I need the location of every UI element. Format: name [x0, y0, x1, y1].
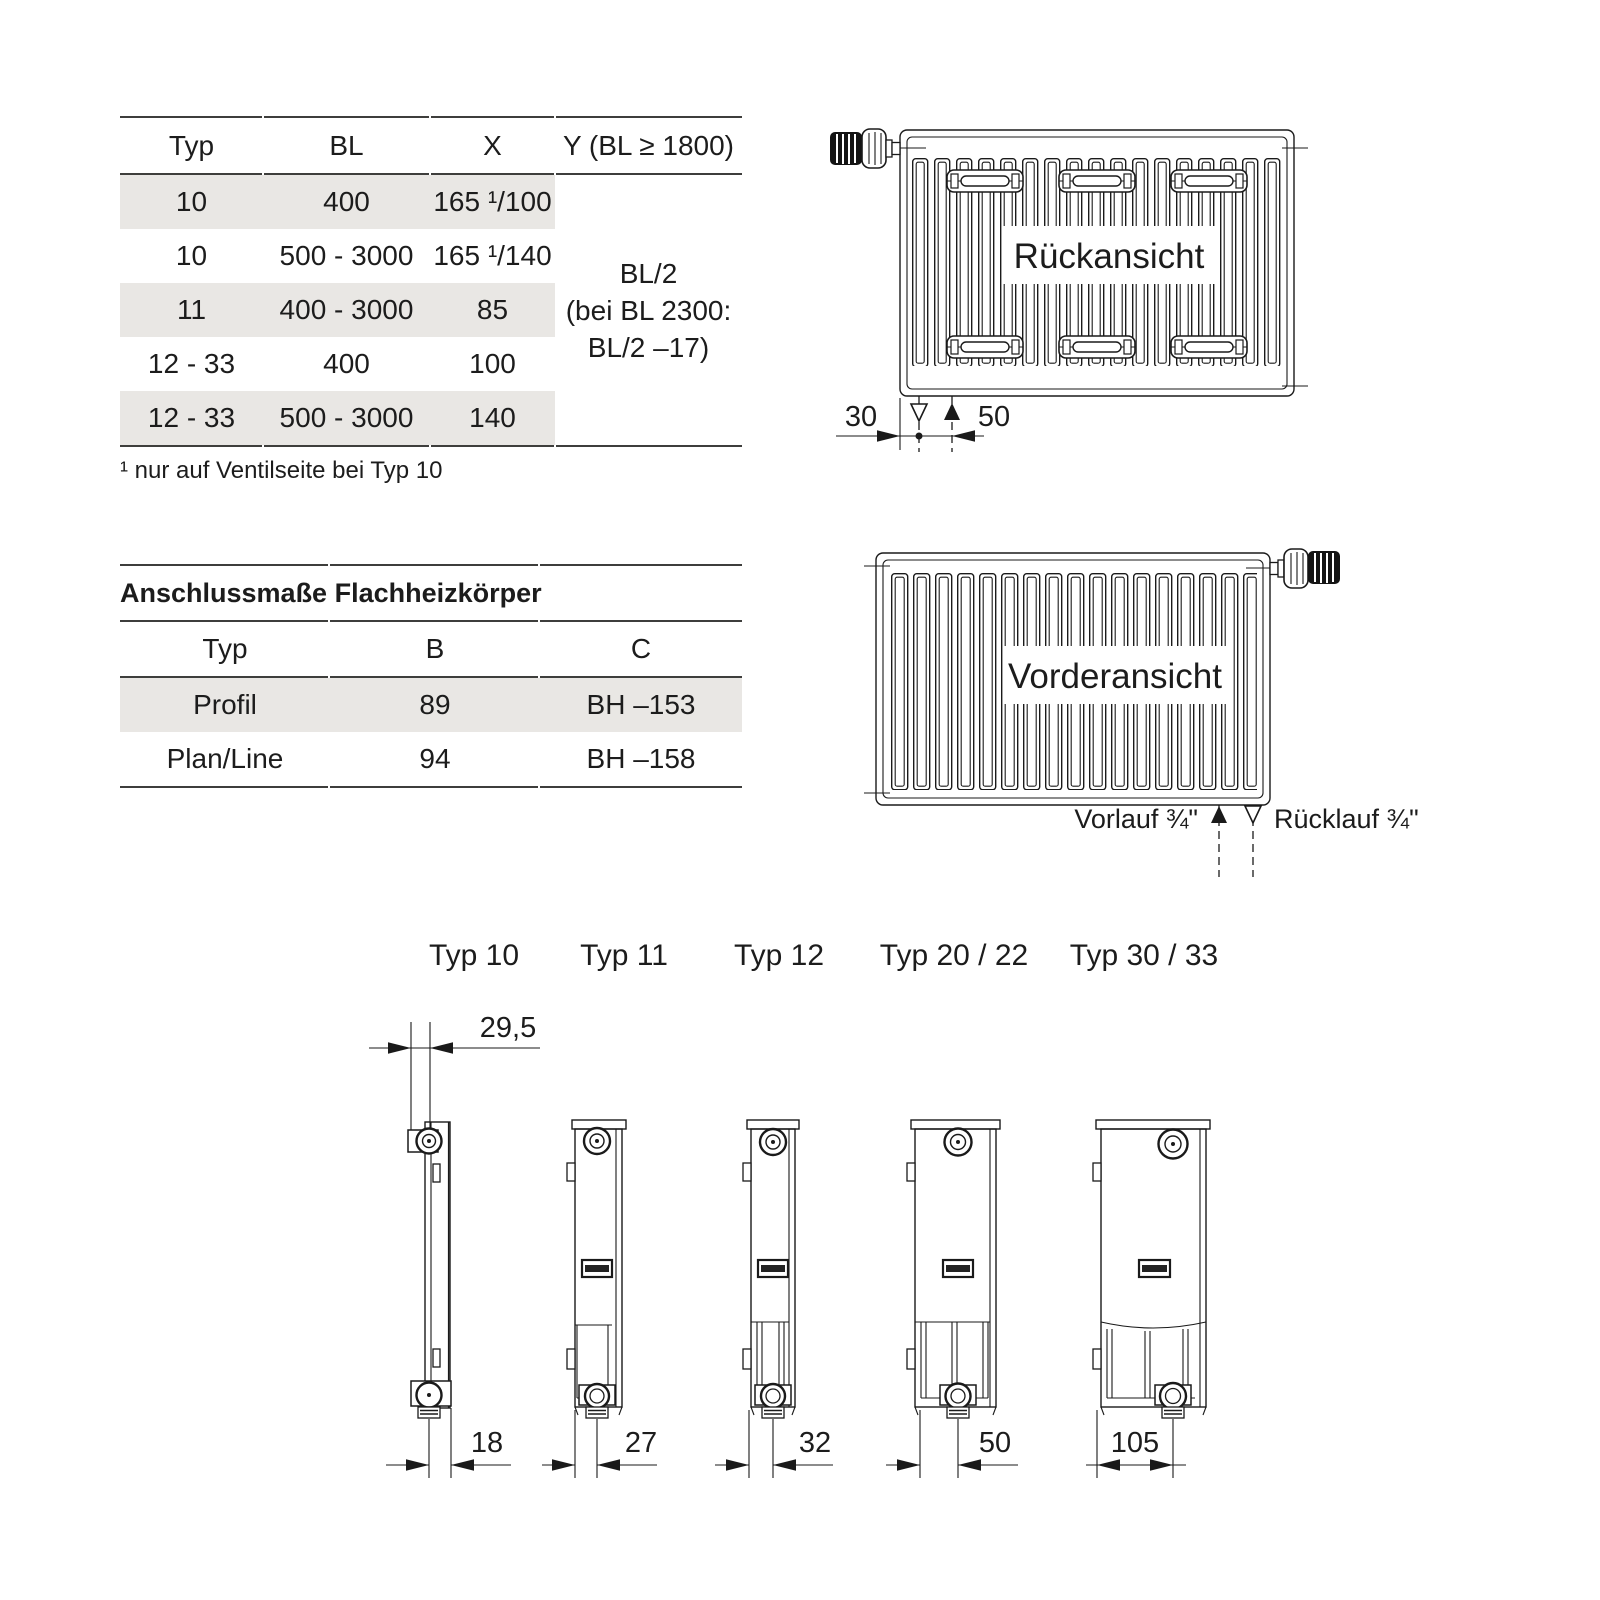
table-row	[120, 678, 742, 732]
foot-plug	[762, 1407, 784, 1418]
cell-typ: 12 - 33	[147, 402, 236, 433]
valve-dimensions-table	[120, 116, 742, 448]
rear-view-label: Rückansicht	[1013, 237, 1205, 276]
cell-b: 89	[419, 689, 451, 720]
return-flow-triangle-icon	[1245, 806, 1261, 823]
cell-bl: 500 - 3000	[279, 402, 414, 433]
dim-50: 50	[978, 1427, 1012, 1459]
cell-x: 140	[469, 402, 516, 433]
mounting-bracket	[1171, 336, 1247, 358]
front-view-drawing	[830, 520, 1430, 885]
wall-bracket-tab	[433, 1349, 440, 1367]
vorlauf-label: Vorlauf ¾"	[1074, 804, 1198, 834]
cell-x: 165 ¹/140	[433, 240, 552, 271]
table1-header-x: X	[483, 129, 502, 161]
flow-return-annotation	[1074, 804, 1418, 877]
y-merged-line1: BL/2	[619, 257, 678, 289]
radiator-body	[900, 130, 1308, 396]
typ10-label: Typ 10	[428, 939, 520, 972]
wall-bracket-tab	[567, 1163, 575, 1181]
dim-50: 50	[977, 401, 1011, 433]
supply-flow-triangle-icon	[1211, 806, 1227, 823]
table2-top-rule	[120, 564, 742, 566]
cross-section-typ10	[369, 1012, 540, 1478]
table2-header-typ: Typ	[202, 633, 248, 664]
table1-header-typ: Typ	[168, 129, 215, 161]
top-grille	[1096, 1120, 1210, 1129]
table-row	[120, 337, 555, 391]
table-row	[120, 732, 742, 786]
depth-dimension-18	[386, 1408, 511, 1478]
typ2022-label: Typ 20 / 22	[879, 939, 1029, 972]
brand-badge	[582, 1260, 612, 1277]
bottom-tips	[1101, 1407, 1206, 1415]
wall-bracket-tab	[743, 1163, 751, 1181]
table2-header-c: C	[630, 633, 652, 664]
mounting-bracket	[1059, 170, 1135, 192]
foot-plug	[1162, 1407, 1184, 1418]
mounting-bracket	[1059, 336, 1135, 358]
table1-header-bl: BL	[329, 129, 364, 161]
reference-tick-marks	[864, 566, 890, 793]
rear-view-drawing	[780, 105, 1340, 465]
wall-bracket-tab	[433, 1164, 440, 1182]
wall-bracket-tab	[1093, 1163, 1101, 1181]
cross-section-typ11	[542, 1120, 657, 1478]
cell-typ: 12 - 33	[147, 348, 236, 379]
cell-bl: 400	[323, 186, 370, 217]
cell-typ: 10	[175, 186, 208, 217]
cell-bl: 400	[323, 348, 370, 379]
wall-bracket-tab	[907, 1163, 915, 1181]
y-merged-line3: BL/2 –17)	[587, 331, 710, 363]
brand-badge	[758, 1260, 788, 1277]
cell-b: 94	[419, 743, 451, 774]
dim-30: 30	[844, 401, 878, 433]
front-view-label: Vorderansicht	[1007, 657, 1223, 696]
radiator-body	[864, 553, 1270, 805]
thermostat-valve	[830, 129, 926, 168]
cell-typ: Profil	[193, 689, 257, 720]
table-row	[120, 175, 555, 229]
wall-bracket-tab	[567, 1349, 575, 1369]
table-row	[120, 391, 555, 445]
cell-typ: 10	[175, 240, 208, 271]
depth-dimension-105	[1086, 1410, 1186, 1478]
cross-section-typ12	[715, 1120, 833, 1478]
cell-typ: Plan/Line	[166, 743, 284, 774]
depth-dimension-50	[886, 1410, 1018, 1478]
cell-c: BH –158	[586, 743, 696, 774]
cell-x: 100	[469, 348, 516, 379]
table-row	[120, 283, 555, 337]
thermostat-valve	[1246, 549, 1340, 588]
foot-plug	[586, 1407, 608, 1418]
table1-footnote: ¹ nur auf Ventilseite bei Typ 10	[120, 457, 443, 484]
table2-header-b: B	[425, 633, 445, 664]
typ3033-label: Typ 30 / 33	[1069, 939, 1219, 972]
wall-bracket-tab	[907, 1349, 915, 1369]
dim-32: 32	[798, 1427, 832, 1459]
cross-section-typ3033	[1086, 1120, 1210, 1478]
connection-dimensions-table	[120, 562, 742, 790]
reference-tick-marks	[1282, 148, 1308, 386]
foot-plug	[947, 1407, 969, 1418]
foot-plug	[418, 1407, 440, 1418]
dim-105: 105	[1110, 1427, 1160, 1459]
cross-section-typ2022	[886, 1120, 1018, 1478]
cell-x: 85	[476, 294, 509, 325]
cross-sections-drawing	[340, 900, 1330, 1500]
table-row	[120, 229, 555, 283]
wall-bracket-tab	[1093, 1349, 1101, 1369]
brand-badge	[1139, 1260, 1170, 1277]
cell-bl: 500 - 3000	[279, 240, 414, 271]
cell-x: 165 ¹/100	[433, 186, 552, 217]
table1-y-merged-cell	[555, 175, 742, 445]
supply-flow-triangle-icon	[944, 403, 960, 420]
table2-header-row	[120, 622, 742, 676]
table1-header-y: Y (BL ≥ 1800)	[562, 129, 735, 161]
cell-bl: 400 - 3000	[279, 294, 414, 325]
dim-18: 18	[470, 1427, 504, 1459]
depth-dimension-27	[542, 1410, 657, 1478]
brand-badge	[943, 1260, 973, 1277]
mounting-bracket	[1171, 170, 1247, 192]
table2-title: Anschlussmaße Flachheizkörper	[120, 577, 542, 608]
y-merged-line2: (bei BL 2300:	[565, 294, 732, 326]
dim-29-5: 29,5	[479, 1012, 537, 1044]
wall-bracket-tab	[743, 1349, 751, 1369]
table2-bottom-rule	[120, 786, 742, 788]
top-dimension-29-5	[369, 1012, 540, 1131]
typ11-label: Typ 11	[580, 939, 668, 972]
mounting-bracket	[947, 170, 1023, 192]
table1-bottom-rule	[120, 445, 742, 447]
ruecklauf-label: Rücklauf ¾"	[1274, 804, 1419, 834]
mounting-bracket	[947, 336, 1023, 358]
typ12-label: Typ 12	[733, 939, 825, 972]
rear-dimension-30-50	[836, 396, 1010, 452]
depth-dimension-32	[715, 1410, 833, 1478]
table1-header-row	[120, 118, 742, 173]
cell-c: BH –153	[586, 689, 696, 720]
dim-27: 27	[624, 1427, 658, 1459]
top-grille	[747, 1120, 799, 1129]
cell-typ: 11	[176, 294, 207, 325]
return-flow-triangle-icon	[911, 404, 927, 421]
